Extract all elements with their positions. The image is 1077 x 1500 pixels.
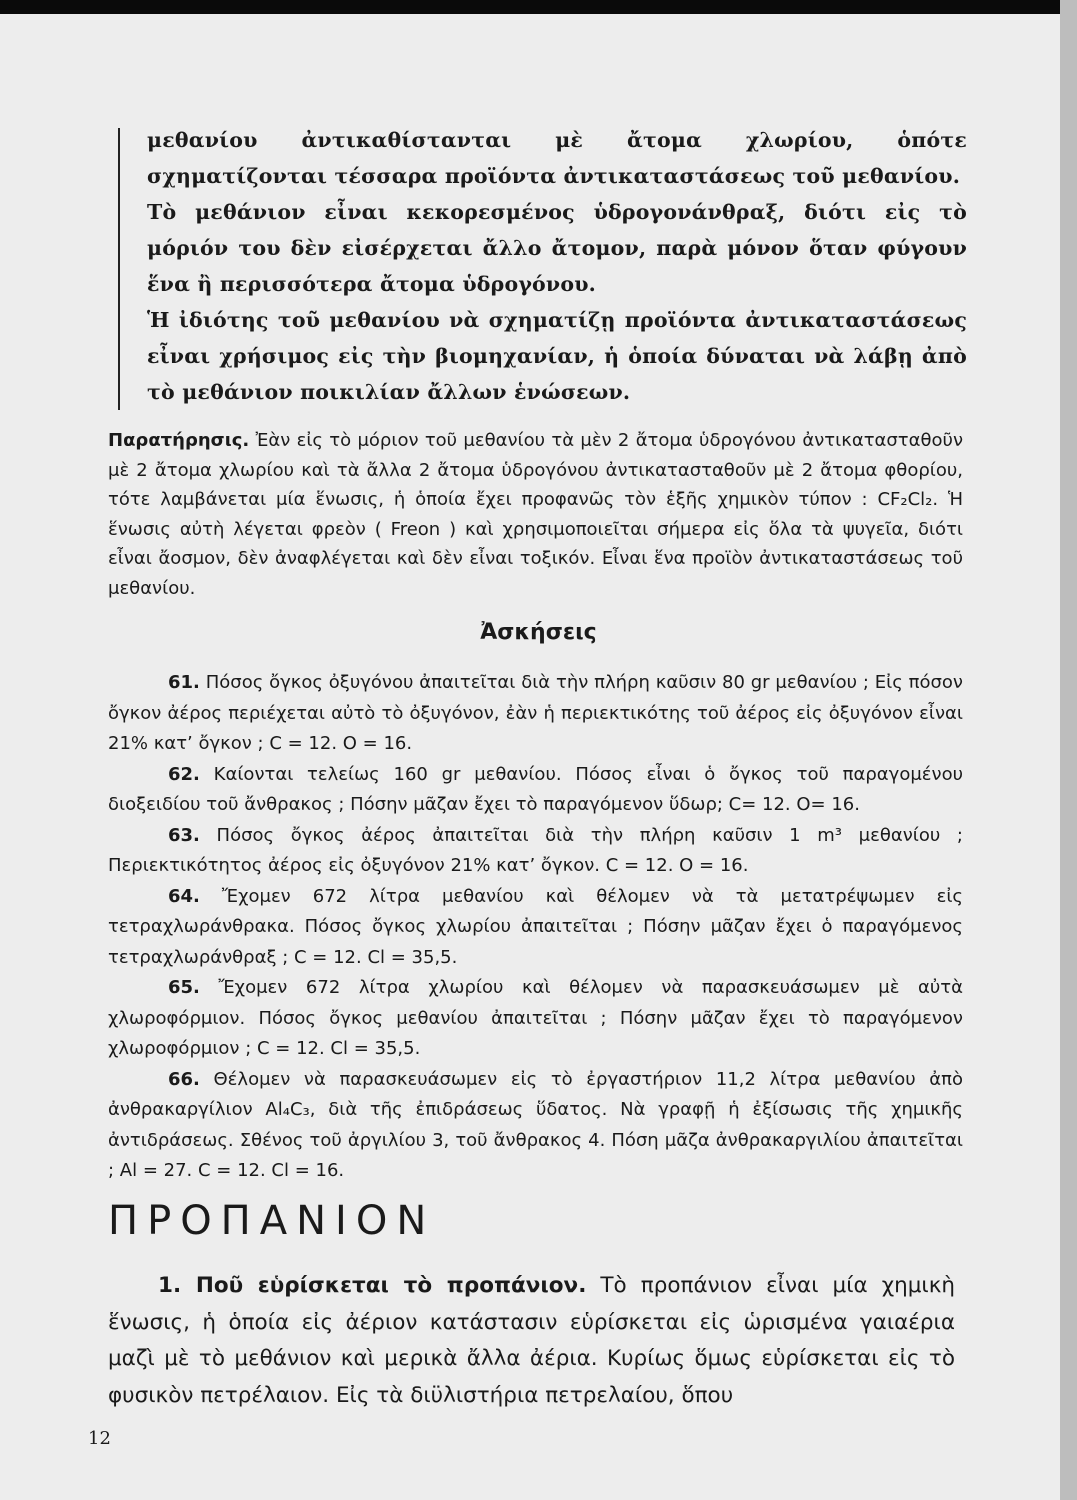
exercise-text: Θέλομεν νὰ παρασκευάσωμεν εἰς τὸ ἐργαστήριον 11,2 λίτρα μεθανίου ἀπὸ ἀνθρακαργίλιον Al₄C₃, διὰ τῆς ἐπιδράσεως ὕδατος. Νὰ γραφῇ ἡ ἐξίσωσις τῆς χημικῆς ἀντιδράσεως. Σθένος τοῦ ἀργιλίου 3, τοῦ ἄνθρακος 4. Πόση μᾶζα ἀνθρακαργιλίου ἀπαιτεῖται ; Al = 27. C = 12. Cl = 16. (108, 1068, 963, 1181)
exercise-number: 63. (168, 824, 200, 846)
section-heading: 1. Ποῦ εὑρίσκεται τὸ προπάνιον. (158, 1273, 587, 1298)
exercise-item (108, 882, 963, 974)
main-text (147, 122, 967, 410)
paragraph: Τὸ μεθάνιον εἶναι κεκορεσμένος ὑδρογονάνθραξ, διότι εἰς τὸ μόριόν του δὲν εἰσέρχεται ἄλλο ἄτομον, παρὰ μόνον ὅταν φύγουν ἕνα ἢ περισσότερα ἄτομα ὑδρογόνου. (147, 200, 967, 296)
note-label: Παρατήρησις. (108, 430, 250, 451)
exercises-title: Ἀσκήσεις (480, 620, 597, 645)
exercise-item (108, 1065, 963, 1187)
exercise-text: Πόσος ὄγκος ἀέρος ἀπαιτεῖται διὰ τὴν πλήρη καῦσιν 1 m³ μεθανίου ; Περιεκτικότητος ἀέρος εἰς ὀξυγόνον 21% κατ’ ὄγκον. C = 12. O = 16. (108, 824, 963, 876)
note-text: Ἐὰν εἰς τὸ μόριον τοῦ μεθανίου τὰ μὲν 2 ἄτομα ὑδρογόνου ἀντικατασταθοῦν μὲ 2 ἄτομα χλωρίου καὶ τὰ ἄλλα 2 ἄτομα ὑδρογόνου ἀντικατασταθοῦν μὲ 2 ἄτομα φθορίου, τότε λαμβάνεται μία ἕνωσις, ἡ ὁποία ἔχει προφανῶς τὸν ἑξῆς χημικὸν τύπον : CF₂Cl₂. Ἡ ἕνωσις αὐτὴ λέγεται φρεὸν ( Freon ) καὶ χρησιμοποιεῖται σήμερα εἰς ὅλα τὰ ψυγεῖα, διότι εἶναι ἄοσμον, δὲν ἀναφλέγεται καὶ δὲν εἶναι τοξικόν. Εἶναι ἕνα προϊὸν ἀντικαταστάσεως τοῦ μεθανίου. (108, 430, 963, 599)
exercises-list (108, 668, 963, 1187)
exercise-text: Ἔχομεν 672 λίτρα χλωρίου καὶ θέλομεν νὰ παρασκευάσωμεν μὲ αὐτὰ χλωροφόρμιον. Πόσος ὄγκος μεθανίου ἀπαιτεῖται ; Πόσην μᾶζαν ἔχει τὸ παραγόμενον χλωροφόρμιον ; C = 12. Cl = 35,5. (108, 977, 963, 1059)
exercise-number: 62. (168, 763, 200, 785)
section-text: Τὸ προπάνιον εἶναι μία χημικὴ ἕνωσις, ἡ ὁποία εἰς ἀέριον κατάστασιν εὑρίσκεται εἰς ὡρισμένα γαιαέρια μαζὶ μὲ τὸ μεθάνιον καὶ μερικὰ ἄλλα ἀέρια. Κυρίως ὅμως εὑρίσκεται εἰς τὸ φυσικὸν πετρέλαιον. Εἰς τὰ διϋλιστήρια πετρελαίου, ὅπου (108, 1273, 955, 1408)
scan-top-edge (0, 0, 1077, 14)
exercise-item (108, 821, 963, 882)
exercise-text: Ἔχομεν 672 λίτρα μεθανίου καὶ θέλομεν νὰ τὰ μετατρέψωμεν εἰς τετραχλωράνθρακα. Πόσος ὄγκος χλωρίου ἀπαιτεῖται ; Πόσην μᾶζαν ἔχει ὁ παραγόμενος τετραχλωράνθραξ ; C = 12. Cl = 35,5. (108, 885, 963, 968)
margin-rule (118, 128, 120, 410)
note-paragraph (108, 426, 963, 604)
paragraph: Ἡ ἰδιότης τοῦ μεθανίου νὰ σχηματίζῃ προϊόντα ἀντικαταστάσεως εἶναι χρήσιμος εἰς τὴν βιομηχανίαν, ἡ ὁποία δύναται νὰ λάβῃ ἀπὸ τὸ μεθάνιον ποικιλίαν ἄλλων ἑνώσεων. (147, 308, 967, 404)
exercise-number: 64. (168, 885, 200, 907)
exercise-item (108, 973, 963, 1065)
exercise-text: Καίονται τελείως 160 gr μεθανίου. Πόσος εἶναι ὁ ὄγκος τοῦ παραγομένου διοξειδίου τοῦ ἄνθρακος ; Πόσην μᾶζαν ἔχει τὸ παραγόμενον ὕδωρ; C= 12. O= 16. (108, 763, 963, 815)
paragraph: μεθανίου ἀντικαθίστανται μὲ ἄτομα χλωρίου, ὁπότε σχηματίζονται τέσσαρα προϊόντα ἀντικαταστάσεως τοῦ μεθανίου. (147, 128, 967, 188)
section-paragraph (108, 1268, 955, 1414)
exercise-number: 65. (168, 977, 200, 998)
exercise-number: 61. (168, 672, 200, 693)
exercise-item (108, 668, 963, 760)
chapter-title: ΠΡΟΠΑΝΙΟΝ (108, 1198, 436, 1244)
scan-right-edge (1060, 0, 1077, 1500)
exercise-number: 66. (168, 1068, 200, 1090)
page-number: 12 (88, 1428, 111, 1449)
exercise-item (108, 760, 963, 821)
exercise-text: Πόσος ὄγκος ὀξυγόνου ἀπαιτεῖται διὰ τὴν πλήρη καῦσιν 80 gr μεθανίου ; Εἰς πόσον ὄγκον ἀέρος περιέχεται αὐτὸ τὸ ὀξυγόνον, ἐὰν ἡ περιεκτικότης τοῦ ἀέρος εἰς ὀξυγόνον εἶναι 21% κατ’ ὄγκον ; C = 12. O = 16. (108, 672, 963, 754)
